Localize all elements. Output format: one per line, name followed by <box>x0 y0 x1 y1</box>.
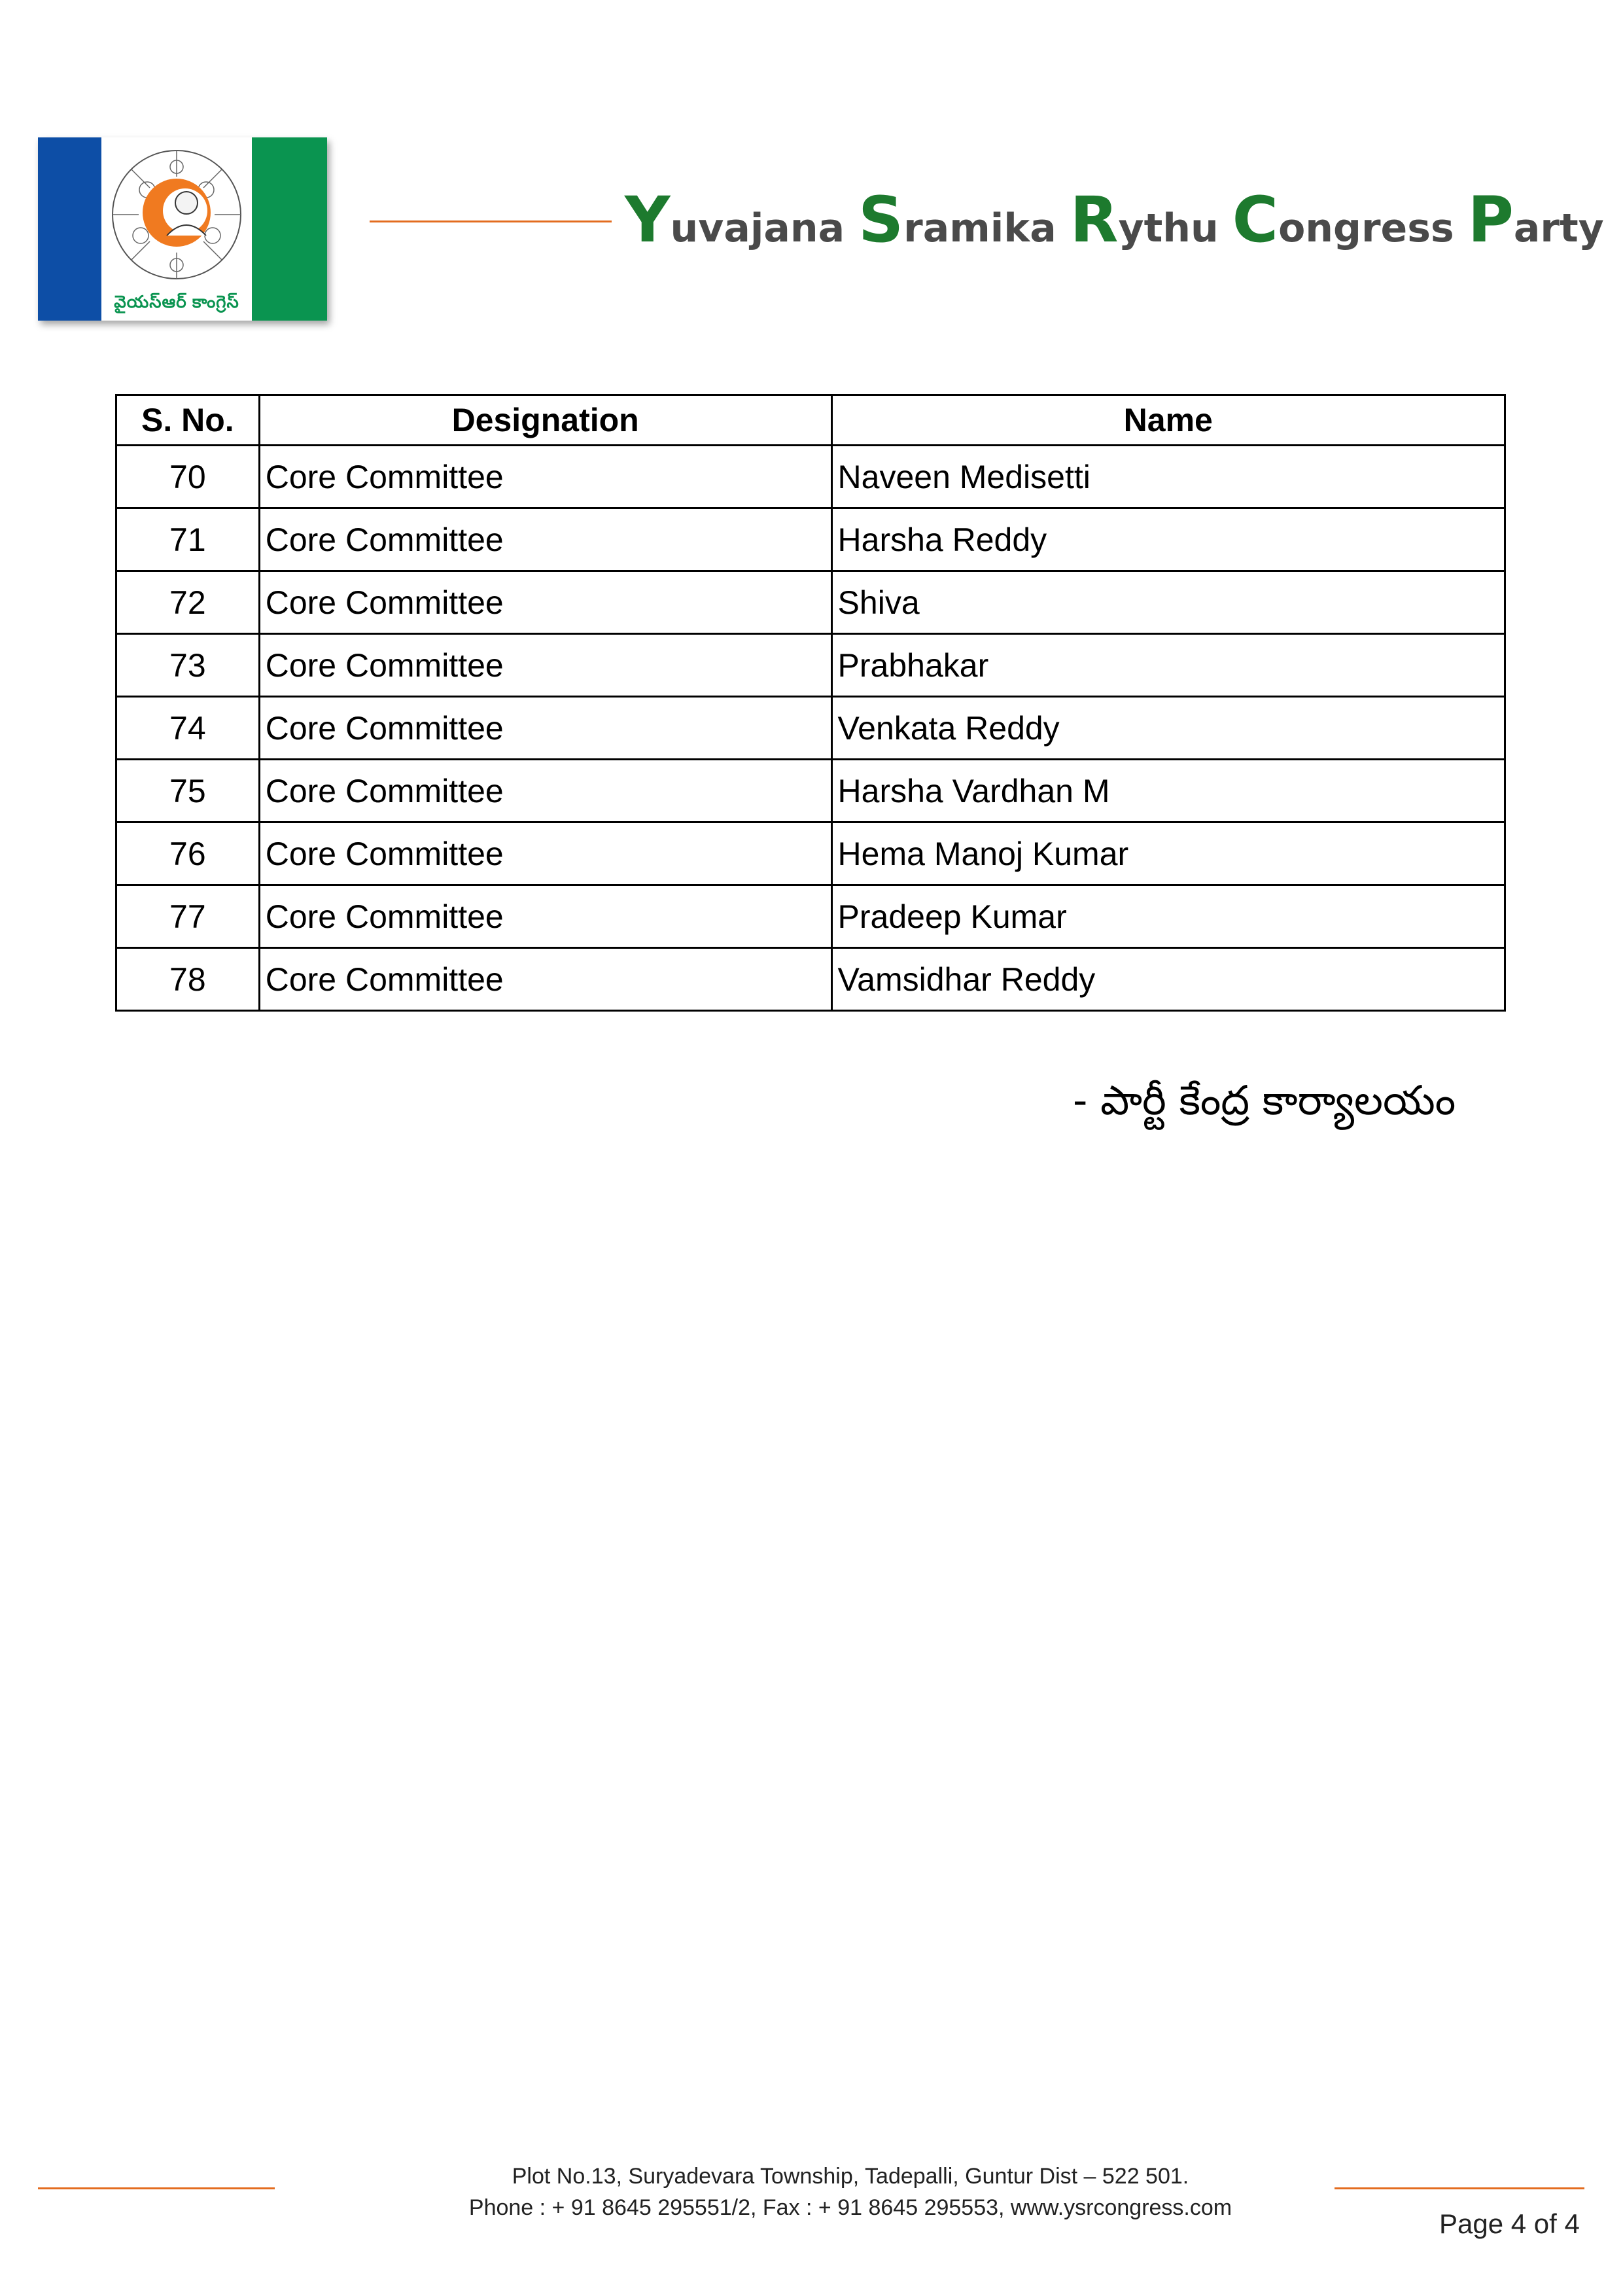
table-row <box>116 571 1505 634</box>
designation-cell: Core Committee <box>259 508 831 571</box>
name-cell: Pradeep Kumar <box>831 885 1505 948</box>
table-row <box>116 697 1505 760</box>
table-row <box>116 634 1505 697</box>
designation-cell: Core Committee <box>259 634 831 697</box>
footer-rule-left <box>38 2187 275 2189</box>
sno-cell: 70 <box>116 446 260 508</box>
table-row <box>116 760 1505 822</box>
table-row <box>116 885 1505 948</box>
table-row <box>116 948 1505 1011</box>
designation-cell: Core Committee <box>259 697 831 760</box>
flag-green-band <box>252 137 327 321</box>
party-name-word: ongress <box>1278 205 1468 251</box>
members-table <box>115 394 1506 1012</box>
designation-cell: Core Committee <box>259 760 831 822</box>
designation-cell: Core Committee <box>259 948 831 1011</box>
column-header-sno: S. No. <box>116 395 260 446</box>
designation-cell: Core Committee <box>259 571 831 634</box>
logo-script-text: వైయస్ఆర్ కాంగ్రెస్ <box>114 292 239 311</box>
party-name-initial: C <box>1232 183 1279 256</box>
party-name-word: arty <box>1513 205 1604 251</box>
designation-cell: Core Committee <box>259 885 831 948</box>
footer-address <box>340 2161 1361 2223</box>
party-flag-logo <box>38 137 327 321</box>
table-row <box>116 508 1505 571</box>
footer-contact-line: Phone : + 91 8645 295551/2, Fax : + 91 8645 295553, www.ysrcongress.com <box>468 2195 1232 2220</box>
column-header-name: Name <box>831 395 1505 446</box>
sno-cell: 73 <box>116 634 260 697</box>
party-name-heading <box>625 183 1604 256</box>
sno-cell: 78 <box>116 948 260 1011</box>
designation-cell: Core Committee <box>259 822 831 885</box>
party-name-initial: R <box>1070 183 1119 256</box>
name-cell: Harsha Vardhan M <box>831 760 1505 822</box>
sno-cell: 75 <box>116 760 260 822</box>
column-header-designation: Designation <box>259 395 831 446</box>
party-name-initial: Y <box>625 183 671 256</box>
table-row <box>116 822 1505 885</box>
name-cell: Hema Manoj Kumar <box>831 822 1505 885</box>
name-cell: Vamsidhar Reddy <box>831 948 1505 1011</box>
party-name-word: ythu <box>1118 205 1232 251</box>
sno-cell: 72 <box>116 571 260 634</box>
sno-cell: 74 <box>116 697 260 760</box>
header-rule <box>370 221 612 222</box>
sno-cell: 76 <box>116 822 260 885</box>
page-number: Page 4 of 4 <box>1439 2208 1580 2239</box>
designation-cell: Core Committee <box>259 446 831 508</box>
name-cell: Shiva <box>831 571 1505 634</box>
party-office-signoff: - పార్టీ కేంద్ర కార్యాలయం <box>1073 1076 1456 1124</box>
name-cell: Prabhakar <box>831 634 1505 697</box>
party-name-word: ramika <box>903 205 1070 251</box>
name-cell: Venkata Reddy <box>831 697 1505 760</box>
party-name-initial: P <box>1467 183 1514 256</box>
table-row <box>116 446 1505 508</box>
flag-blue-band <box>38 137 101 321</box>
table-header-row <box>116 395 1505 446</box>
party-name-initial: S <box>858 183 904 256</box>
party-emblem-icon <box>101 137 252 288</box>
name-cell: Harsha Reddy <box>831 508 1505 571</box>
footer-address-line: Plot No.13, Suryadevara Township, Tadepalli, Guntur Dist – 522 501. <box>512 2164 1189 2189</box>
name-cell: Naveen Medisetti <box>831 446 1505 508</box>
footer-rule-right <box>1335 2187 1584 2189</box>
party-name-word: uvajana <box>670 205 858 251</box>
sno-cell: 71 <box>116 508 260 571</box>
sno-cell: 77 <box>116 885 260 948</box>
